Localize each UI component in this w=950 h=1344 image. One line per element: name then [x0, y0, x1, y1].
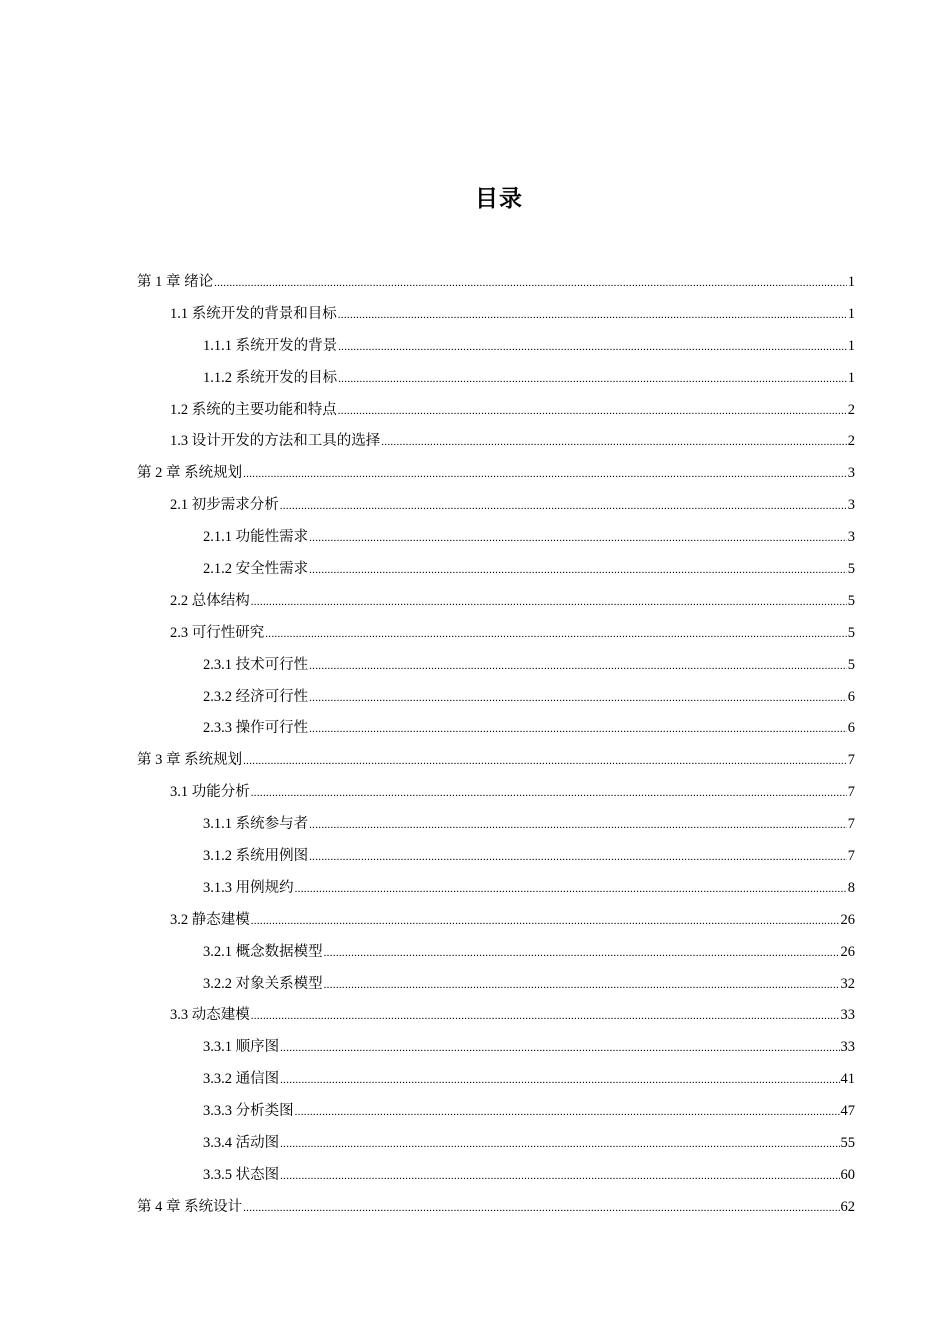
toc-entry[interactable] [137, 617, 855, 649]
toc-entry-page-number: 47 [840, 1103, 855, 1120]
toc-dot-leader [280, 497, 847, 515]
toc-entry-label: 2.1 初步需求分析 [170, 497, 279, 514]
toc-dot-leader [214, 274, 847, 292]
toc-entry-label: 1.3 设计开发的方法和工具的选择 [170, 433, 381, 450]
toc-entry[interactable] [137, 808, 855, 840]
toc-entry-page-number: 7 [847, 816, 855, 833]
toc-dot-leader [265, 625, 847, 643]
toc-title: 目录 [475, 186, 523, 212]
toc-entry-page-number: 3 [847, 465, 855, 482]
toc-entry[interactable] [137, 872, 855, 904]
toc-entry-label: 第 2 章 系统规划 [137, 465, 243, 482]
toc-entry[interactable] [137, 394, 855, 426]
toc-entry-page-number: 5 [847, 624, 855, 641]
toc-dot-leader [324, 976, 840, 994]
toc-entry-label: 3.1.1 系统参与者 [203, 816, 309, 833]
toc-entry[interactable] [137, 1095, 855, 1127]
toc-entry-label: 3.3 动态建模 [170, 1007, 250, 1024]
toc-entry-label: 2.1.1 功能性需求 [203, 529, 309, 546]
toc-entry-label: 2.1.2 安全性需求 [203, 560, 309, 577]
toc-entry-label: 2.3.1 技术可行性 [203, 656, 309, 673]
toc-entry-page-number: 1 [847, 369, 855, 386]
toc-entry-page-number: 1 [847, 273, 855, 290]
toc-entry[interactable] [137, 649, 855, 681]
toc-entry[interactable] [137, 457, 855, 489]
toc-entry-page-number: 62 [840, 1198, 855, 1215]
toc-dot-leader [251, 784, 847, 802]
toc-dot-leader [338, 338, 847, 356]
toc-entry-page-number: 1 [847, 337, 855, 354]
toc-entry-label: 2.3 可行性研究 [170, 624, 265, 641]
toc-entry-page-number: 26 [840, 943, 855, 960]
toc-entry[interactable] [137, 712, 855, 744]
toc-entry-label: 3.3.2 通信图 [203, 1071, 280, 1088]
toc-entry-label: 3.2.1 概念数据模型 [203, 943, 323, 960]
toc-entry-page-number: 7 [847, 847, 855, 864]
toc-entry[interactable] [137, 489, 855, 521]
toc-entry[interactable] [137, 968, 855, 1000]
toc-dot-leader [280, 1071, 839, 1089]
toc-dot-leader [309, 689, 847, 707]
toc-entry-label: 1.2 系统的主要功能和特点 [170, 401, 337, 418]
toc-entry-page-number: 7 [847, 752, 855, 769]
toc-dot-leader [309, 657, 847, 675]
toc-dot-leader [243, 752, 847, 770]
toc-entry-label: 第 4 章 系统设计 [137, 1198, 243, 1215]
toc-dot-leader [309, 720, 847, 738]
toc-dot-leader [243, 1199, 839, 1217]
toc-entry-page-number: 55 [840, 1134, 855, 1151]
toc-entry-page-number: 41 [840, 1071, 855, 1088]
toc-dot-leader [338, 370, 847, 388]
toc-entry-page-number: 6 [847, 688, 855, 705]
toc-dot-leader [295, 1103, 840, 1121]
toc-dot-leader [251, 1007, 840, 1025]
toc-entry-page-number: 7 [847, 784, 855, 801]
toc-entry[interactable] [137, 1191, 855, 1223]
toc-entry[interactable] [137, 936, 855, 968]
toc-entry-label: 2.2 总体结构 [170, 592, 250, 609]
toc-entry-page-number: 5 [847, 560, 855, 577]
toc-entry-page-number: 6 [847, 720, 855, 737]
toc-entry-label: 1.1.2 系统开发的目标 [203, 369, 338, 386]
toc-entry[interactable] [137, 904, 855, 936]
toc-entry-label: 2.3.3 操作可行性 [203, 720, 309, 737]
toc-entry-label: 3.2 静态建模 [170, 911, 250, 928]
toc-entry-page-number: 2 [847, 401, 855, 418]
toc-entry-label: 3.3.3 分析类图 [203, 1103, 294, 1120]
toc-entry-page-number: 8 [847, 879, 855, 896]
toc-dot-leader [251, 593, 847, 611]
toc-entry[interactable] [137, 840, 855, 872]
toc-list [137, 266, 855, 1223]
toc-entry[interactable] [137, 585, 855, 617]
toc-entry[interactable] [137, 266, 855, 298]
toc-entry-page-number: 60 [840, 1166, 855, 1183]
toc-entry[interactable] [137, 681, 855, 713]
toc-dot-leader [295, 880, 847, 898]
toc-dot-leader [338, 306, 847, 324]
toc-entry-page-number: 1 [847, 305, 855, 322]
toc-entry-label: 3.3.1 顺序图 [203, 1039, 280, 1056]
toc-entry[interactable] [137, 1031, 855, 1063]
toc-entry-page-number: 3 [847, 497, 855, 514]
toc-entry-page-number: 33 [840, 1007, 855, 1024]
toc-dot-leader [243, 465, 847, 483]
toc-entry-label: 第 3 章 系统规划 [137, 752, 243, 769]
toc-dot-leader [309, 816, 847, 834]
toc-entry-label: 2.3.2 经济可行性 [203, 688, 309, 705]
toc-entry[interactable] [137, 744, 855, 776]
toc-entry-label: 1.1.1 系统开发的背景 [203, 337, 338, 354]
toc-dot-leader [309, 848, 847, 866]
toc-entry[interactable] [137, 553, 855, 585]
toc-entry-page-number: 2 [847, 433, 855, 450]
toc-entry-page-number: 33 [840, 1039, 855, 1056]
toc-entry-label: 3.3.5 状态图 [203, 1166, 280, 1183]
toc-entry-page-number: 5 [847, 656, 855, 673]
toc-dot-leader [309, 529, 847, 547]
toc-entry[interactable] [137, 1063, 855, 1095]
toc-entry-label: 3.1 功能分析 [170, 784, 250, 801]
toc-dot-leader [251, 912, 840, 930]
toc-dot-leader [324, 944, 840, 962]
toc-entry[interactable] [137, 362, 855, 394]
toc-entry-label: 1.1 系统开发的背景和目标 [170, 305, 337, 322]
toc-entry-label: 3.1.3 用例规约 [203, 879, 294, 896]
toc-entry[interactable] [137, 298, 855, 330]
toc-entry-page-number: 32 [840, 975, 855, 992]
toc-entry-page-number: 5 [847, 592, 855, 609]
toc-entry[interactable] [137, 425, 855, 457]
toc-entry-label: 3.2.2 对象关系模型 [203, 975, 323, 992]
toc-entry[interactable] [137, 521, 855, 553]
toc-dot-leader [280, 1039, 839, 1057]
toc-dot-leader [309, 561, 847, 579]
toc-entry[interactable] [137, 1127, 855, 1159]
toc-entry-label: 第 1 章 绪论 [137, 273, 214, 290]
toc-dot-leader [280, 1167, 839, 1185]
toc-dot-leader [381, 433, 847, 451]
toc-entry[interactable] [137, 1159, 855, 1191]
toc-entry-label: 3.1.2 系统用例图 [203, 847, 309, 864]
toc-entry[interactable] [137, 776, 855, 808]
toc-entry-page-number: 26 [840, 911, 855, 928]
toc-entry-page-number: 3 [847, 529, 855, 546]
toc-dot-leader [338, 402, 847, 420]
toc-entry[interactable] [137, 330, 855, 362]
toc-dot-leader [280, 1135, 839, 1153]
toc-entry-label: 3.3.4 活动图 [203, 1134, 280, 1151]
toc-entry[interactable] [137, 999, 855, 1031]
